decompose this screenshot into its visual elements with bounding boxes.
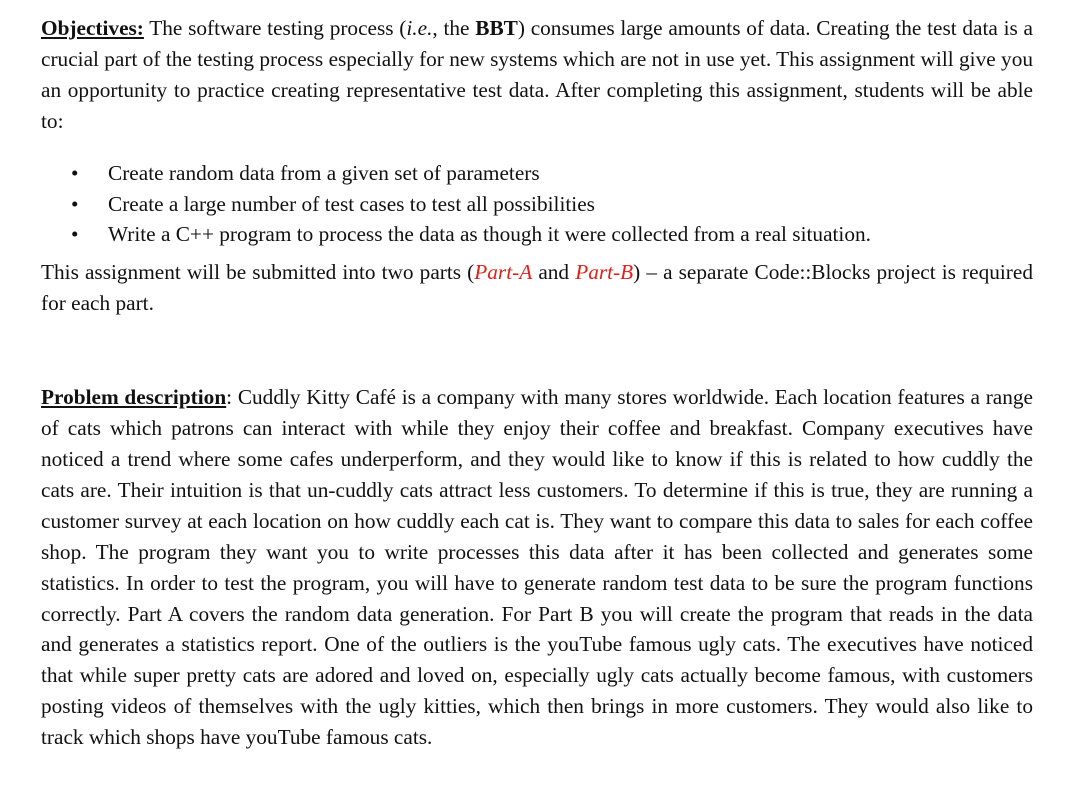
bullet-marker: • (71, 160, 79, 185)
submission-text-3: ) – a separate Code::Blocks project is required for each part. (41, 260, 1034, 316)
part-b-label: Part-B (575, 260, 634, 285)
list-item-text: Create a large number of test cases to test all possibilities (108, 191, 595, 216)
bullet-marker: • (71, 191, 79, 216)
list-item-text: Write a C++ program to process the data as though it were collected from a real situation. (108, 222, 871, 247)
bullet-marker: • (71, 222, 79, 247)
submission-paragraph (41, 257, 1033, 319)
objectives-ie: i.e. (406, 16, 433, 40)
part-a-label: Part-A (474, 260, 533, 285)
list-item-text: Create random data from a given set of parameters (108, 160, 540, 185)
problem-heading: Problem description (41, 385, 227, 410)
outcomes-list (41, 158, 1033, 251)
problem-paragraph (41, 382, 1033, 753)
list-item (41, 219, 1033, 250)
objectives-bbt: BBT (475, 16, 518, 40)
objectives-paragraph (41, 13, 1033, 137)
submission-text-1: This assignment will be submitted into two parts ( (41, 260, 475, 285)
list-item (41, 158, 1033, 189)
objectives-text-1: The software testing process ( (143, 16, 407, 40)
objectives-text-2: , the (432, 16, 476, 40)
list-item (41, 189, 1033, 220)
document-page (41, 13, 1033, 753)
problem-text: : Cuddly Kitty Café is a company with many stores worldwide. Each location features a range of cats which patrons can interact with while they enjoy their coffee and breakfast. Company executives have noticed a trend where some cafes underperform, and they would like to know if this is related to how cuddly the cats are. Their intuition is that un-cuddly cats attract less customers. To determine if this is true, they are running a customer survey at each location on how cuddly each cat is. They want to compare this data to sales for each coffee shop. The program they want you to write processes this data after it has been collected and generates some statistics. In order to test the program, you will have to generate random test data to be sure the program functions correctly. Part A covers the random data generation. For Part B you will create the program that reads in the data and generates a statistics report. One of the outliers is the youTube famous ugly cats. The executives have noticed that while super pretty cats are adored and loved on, especially ugly cats actually become famous, with customers posting videos of themselves with the ugly kitties, which then brings in more customers. They would also like to track which shops have youTube famous cats. (41, 385, 1033, 750)
objectives-heading: Objectives: (41, 16, 144, 40)
submission-text-2: and (532, 260, 576, 285)
objectives-text-3: ) consumes large amounts of data. Creating the test data is a crucial part of the testing process especially for new systems which are not in use yet. This assignment will give you an opportunity to practice creating representative test data. After completing this assignment, students will be able to: (41, 16, 1033, 133)
